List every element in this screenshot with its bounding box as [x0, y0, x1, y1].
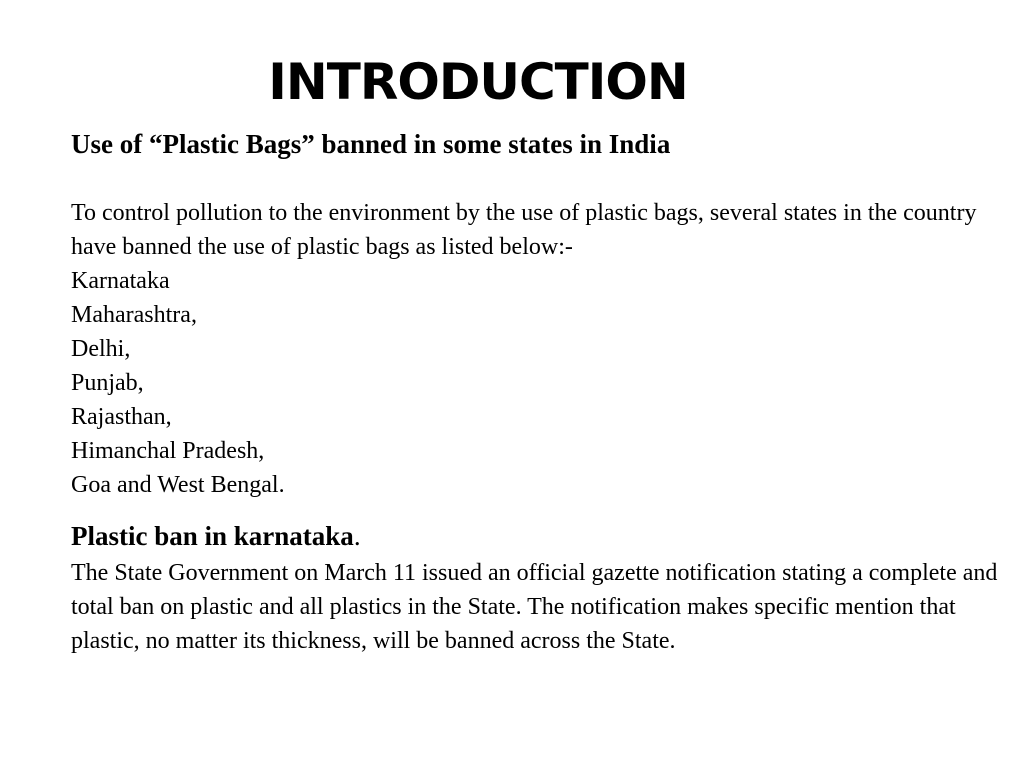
section-heading-karnataka-period: . — [353, 521, 361, 551]
intro-paragraph: To control pollution to the environment by the use of plastic bags, several states in the country have banned the use of plastic bags as listed below:- — [71, 200, 977, 260]
banned-states-list — [71, 264, 1001, 502]
list-item: Punjab, — [71, 370, 144, 396]
list-item: Delhi, — [71, 336, 131, 362]
section-heading-plastic-bags-ban: Use of “Plastic Bags” banned in some states in India — [71, 129, 671, 159]
list-item: Karnataka — [71, 268, 170, 294]
list-item: Himanchal Pradesh, — [71, 438, 265, 464]
slide-title: INTRODUCTION — [268, 52, 688, 111]
list-item: Maharashtra, — [71, 302, 197, 328]
slide-content — [71, 126, 1001, 658]
section-heading-karnataka-text: Plastic ban in karnataka — [71, 521, 354, 551]
karnataka-ban-paragraph: The State Government on March 11 issued an official gazette notification stating a complete and total ban on plastic and all plastics in the State. The notification makes specific mention that plastic, no matter its thickness, will be banned across the State. — [71, 560, 998, 654]
list-item: Goa and West Bengal. — [71, 472, 285, 498]
list-item: Rajasthan, — [71, 404, 172, 430]
section-heading-karnataka-ban — [71, 516, 1001, 556]
